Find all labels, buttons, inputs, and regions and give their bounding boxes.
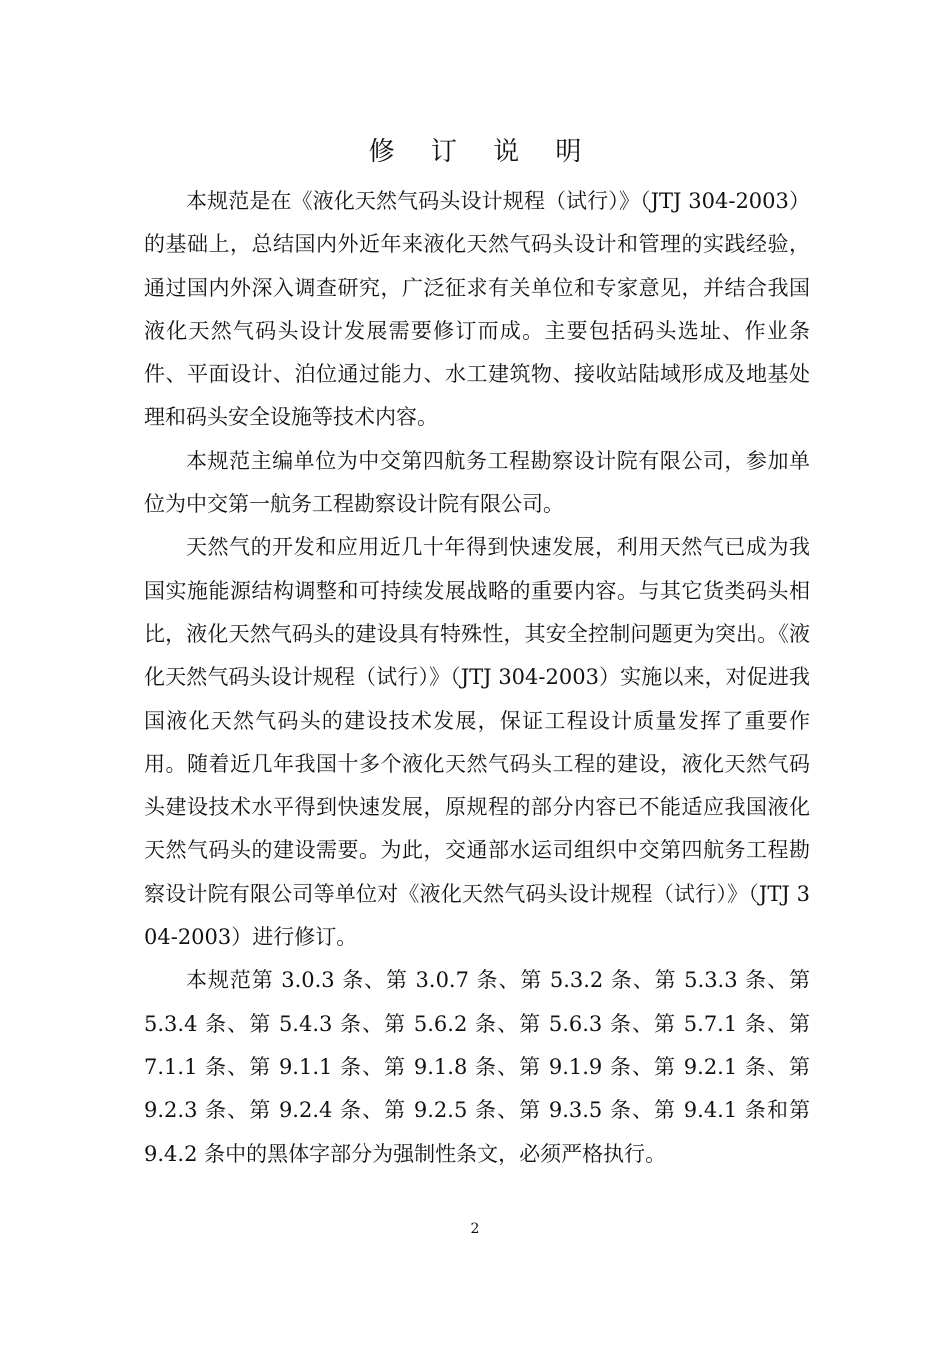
- paragraph-editing-units: 本规范主编单位为中交第四航务工程勘察设计院有限公司，参加单位为中交第一航务工程勘察设计院有限公司。: [144, 448, 810, 517]
- paragraph-revision-basis: 本规范是在《液化天然气码头设计规程（试行）》（JTJ 304-2003）的基础上，总结国内外近年来液化天然气码头设计和管理的实践经验，通过国内外深入调查研究，广泛征求有关单位和专家意见，并结合我国液化天然气码头设计发展需要修订而成。主要包括码头选址、作业条件、平面设计、泊位通过能力、水工建筑物、接收站陆域形成及地基处理和码头安全设施等技术内容。: [144, 189, 810, 430]
- document-body: [144, 180, 810, 1176]
- page-number: 2: [470, 1221, 480, 1237]
- paragraph-mandatory-clauses: 本规范第 3.0.3 条、第 3.0.7 条、第 5.3.2 条、第 5.3.3 条、第 5.3.4 条、第 5.4.3 条、第 5.6.2 条、第 5.6.3 条、第 5.7.1 条、第 7.1.1 条、第 9.1.1 条、第 9.1.8 条、第 9.1.9 条、第 9.2.1 条、第 9.2.3 条、第 9.2.4 条、第 9.2.5 条、第 9.3.5 条、第 9.4.1 条和第 9.4.2 条中的黑体字部分为强制性条文，必须严格执行。: [144, 968, 810, 1166]
- paragraph-background: 天然气的开发和应用近几十年得到快速发展，利用天然气已成为我国实施能源结构调整和可持续发展战略的重要内容。与其它货类码头相比，液化天然气码头的建设具有特殊性，其安全控制问题更为突出。《液化天然气码头设计规程（试行）》（JTJ 304-2003）实施以来，对促进我国液化天然气码头的建设技术发展，保证工程设计质量发挥了重要作用。随着近几年我国十多个液化天然气码头工程的建设，液化天然气码头建设技术水平得到快速发展，原规程的部分内容已不能适应我国液化天然气码头的建设需要。为此，交通部水运司组织中交第四航务工程勘察设计院有限公司等单位对《液化天然气码头设计规程（试行）》（JTJ 304-2003）进行修订。: [144, 535, 810, 950]
- page-title: 修 订 说 明: [368, 137, 596, 167]
